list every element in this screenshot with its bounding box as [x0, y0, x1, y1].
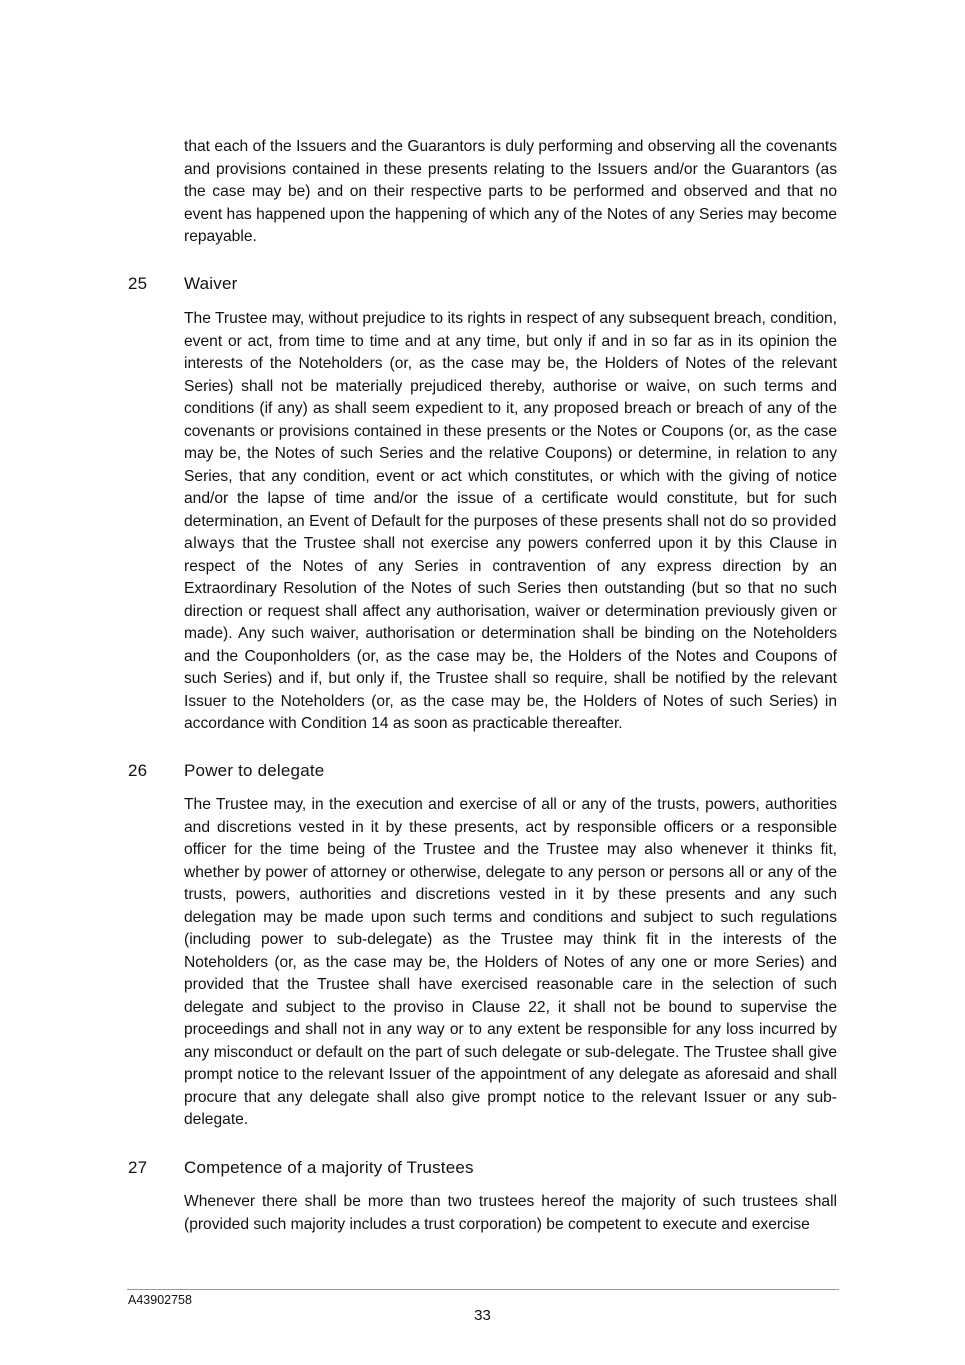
body-text: that the Trustee shall not exercise any powers conferred upon it by this Clause in respect of the Notes of any Series in contravention of any express direction by an Extraordinary Resolution of the Notes of such Series then outstanding (but so that no such direction or request shall affect any authorisation, waiver or determination previously given or made). Any such waiver, authorisation or determination shall be binding on the Noteholders and the Couponholders (or, as the case may be, the Holders of the Notes and Coupons of such Series) and if, but only if, the Trustee shall so require, shall be notified by the relevant Issuer to the Noteholders (or, as the case may be, the Holders of Notes of such Series) in accordance with Condition 14 as soon as practicable thereafter.	[184, 535, 837, 732]
intro-paragraph: that each of the Issuers and the Guarantors is duly performing and observing all the covenants and provisions contained in these presents relating to the Issuers and/or the Guarantors (as the case may be) and on their respective parts to be performed and observed and that no event has happened upon the happening of which any of the Notes of any Series may become repayable.	[184, 138, 837, 245]
section-title: Waiver	[184, 274, 238, 293]
section-title: Power to delegate	[184, 761, 325, 780]
provided-always-emphasis: provided always	[184, 512, 837, 552]
footer-divider	[127, 1289, 839, 1290]
section-number: 25	[128, 274, 148, 293]
section-title: Competence of a majority of Trustees	[184, 1158, 474, 1177]
page-number: 33	[474, 1307, 491, 1324]
section-26-body: The Trustee may, in the execution and exercise of all or any of the trusts, powers, authorities and discretions vested in it by these presents, act by responsible officers or a responsible officer for the time being of the Trustee and the Trustee may also whenever it thinks fit, whether by power of attorney or otherwise, delegate to any person or persons all or any of the trusts, powers, authorities and discretions vested in it by these presents and any such delegation may be made upon such terms and conditions and subject to such regulations (including power to sub-delegate) as the Trustee may think fit in the interests of the Noteholders (or, as the case may be, the Holders of Notes of any one or more Series) and provided that the Trustee shall have exercised reasonable care in the selection of such delegate and subject to the proviso in Clause 22, it shall not be bound to supervise the proceedings and shall not in any way or to any extent be responsible for any loss incurred by any misconduct or default on the part of such delegate or sub-delegate. The Trustee shall give prompt notice to the relevant Issuer of the appointment of any delegate as aforesaid and shall procure that any delegate shall also give prompt notice to the relevant Issuer or any sub-delegate.	[184, 796, 837, 1128]
section-25-body	[184, 308, 837, 736]
section-number: 27	[128, 1158, 148, 1177]
body-text: The Trustee may, without prejudice to its rights in respect of any subsequent breach, condition, event or act, from time to time and at any time, but only if and in so far as in its opinion the interests of the Noteholders (or, as the case may be, the Holders of Notes of the relevant Series) shall not be materially prejudiced thereby, authorise or waive, on such terms and conditions (if any) as shall seem expedient to it, any proposed breach or breach of any of the covenants or provisions contained in these presents or the Notes or Coupons (or, as the case may be, the Notes of such Series and the relative Coupons) or determine, in relation to any Series, that any condition, event or act which constitutes, or which with the giving of notice and/or the lapse of time and/or the issue of a certificate would constitute, but for such determination, an Event of Default for the purposes of these presents shall not do so	[184, 310, 837, 530]
section-number: 26	[128, 761, 148, 780]
document-reference: A43902758	[128, 1293, 192, 1307]
section-27-body: Whenever there shall be more than two trustees hereof the majority of such trustees shall (provided such majority includes a trust corporation) be competent to execute and exercise	[184, 1193, 837, 1233]
